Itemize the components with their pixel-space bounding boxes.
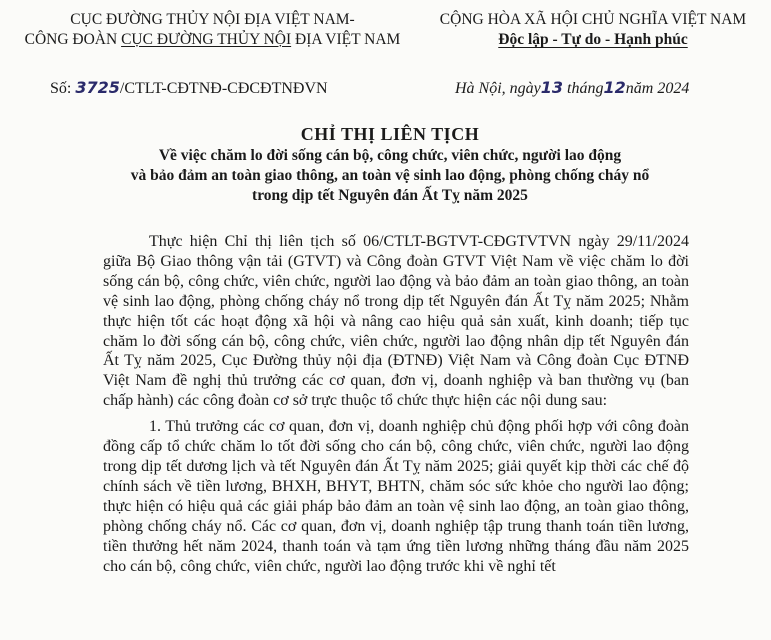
issuer-line-1: CỤC ĐƯỜNG THỦY NỘI ĐỊA VIỆT NAM-: [70, 11, 355, 28]
reference-number: [50, 78, 328, 98]
national-motto: Độc lập - Tự do - Hạnh phúc: [498, 31, 688, 48]
date-month-label: tháng: [563, 80, 604, 97]
body-paragraph-2: 1. Thủ trưởng các cơ quan, đơn vị, doanh nghiệp chủ động phối hợp với công đoàn đồng cấp tổ chức chăm lo tốt đời sống cho cán bộ, công chức, viên chức, người lao động trong dịp tết dương lịch và tết Nguyên đán Ất Tỵ năm 2025; giải quyết kịp thời các chế độ chính sách về tiền lương, BHXH, BHYT, BHTN, chăm sóc sức khỏe cho người lao động; thực hiện có hiệu quả các giải pháp bảo đảm an toàn vệ sinh lao động, an toàn giao thông, phòng chống cháy nổ. Các cơ quan, đơn vị, doanh nghiệp tập trung thanh toán tiền lương, tiền thưởng hết năm 2024, thanh toán và tạm ứng tiền lương những tháng đầu năm 2025 cho cán bộ, công chức, viên chức, người lao động trước khi về nghỉ tết: [103, 418, 689, 575]
document-title-block: [60, 122, 720, 206]
date-day: 13: [540, 78, 564, 97]
date-prefix: Hà Nội, ngày: [455, 80, 541, 97]
reference-handwritten-number: 3725: [75, 78, 120, 97]
body-paragraph-1: Thực hiện Chỉ thị liên tịch số 06/CTLT-BGTVT-CĐGTVTVN ngày 29/11/2024 giữa Bộ Giao thông vận tải (GTVT) và Công đoàn GTVT Việt Nam về việc chăm lo đời sống cán bộ, công chức, viên chức, người lao động và bảo đảm an toàn giao thông, an toàn vệ sinh lao động, phòng chống cháy nổ trong dịp tết Nguyên đán Ất Tỵ năm 2025; Nhằm thực hiện tốt các hoạt động xã hội và nâng cao hiệu quả sản xuất, kinh doanh; tiếp tục chăm lo đời sống cán bộ, công chức, viên chức, người lao động nhân dịp tết Nguyên đán Ất Tỵ năm 2025, Cục Đường thủy nội địa (ĐTNĐ) Việt Nam và Công đoàn Cục ĐTNĐ Việt Nam đề nghị thủ trưởng các cơ quan, đơn vị, doanh nghiệp và ban thường vụ (ban chấp hành) các công đoàn cơ sở trực thuộc tổ chức thực hiện các nội dung sau:: [103, 233, 689, 410]
document-subtitle-3: trong dịp tết Nguyên đán Ất Tỵ năm 2025: [252, 187, 528, 204]
issuer-line-2: [10, 30, 415, 50]
issuer-line-2-suffix: ĐỊA VIỆT NAM: [291, 31, 401, 48]
national-title: CỘNG HÒA XÃ HỘI CHỦ NGHĨA VIỆT NAM: [439, 11, 747, 28]
issue-date: [455, 78, 689, 98]
document-subtitle-2: và bảo đảm an toàn giao thông, an toàn vệ sinh lao động, phòng chống cháy nổ: [130, 167, 650, 184]
date-month: 12: [603, 78, 626, 97]
document-subtitle-1: Về việc chăm lo đời sống cán bộ, công chức, viên chức, người lao động: [158, 147, 622, 164]
issuer-line-2-prefix: CÔNG ĐOÀN: [24, 31, 122, 48]
national-header: [415, 10, 771, 50]
issuer-header: [10, 10, 415, 50]
reference-code: /CTLT-CĐTNĐ-CĐCĐTNĐVN: [119, 80, 328, 97]
date-year: năm 2024: [625, 80, 690, 97]
reference-label: Số:: [50, 80, 76, 97]
issuer-line-2-underlined: CỤC ĐƯỜNG THỦY NỘI: [121, 31, 292, 48]
document-body: [103, 232, 689, 576]
document-title: CHỈ THỊ LIÊN TỊCH: [300, 124, 480, 144]
